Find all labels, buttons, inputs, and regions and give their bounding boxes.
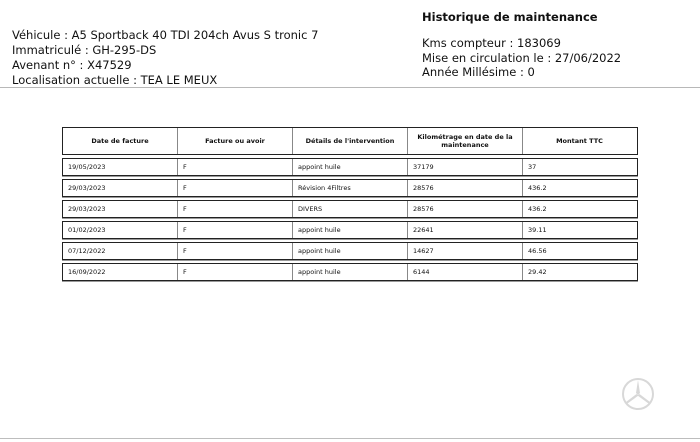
header-divider [0, 87, 700, 88]
cell-amount: 37 [528, 163, 537, 171]
vehicle-amendment: Avenant n° : X47529 [12, 58, 132, 72]
cell-date: 07/12/2022 [63, 243, 178, 259]
cell-details: appoint huile [293, 159, 408, 175]
cell-date: 29/03/2023 [63, 201, 178, 217]
cell-mileage: 6144 [408, 264, 523, 280]
cell-type: F [178, 222, 293, 238]
cell-mileage: 28576 [408, 201, 523, 217]
table-row [62, 263, 638, 281]
cell-type: F [178, 180, 293, 196]
cell-type: F [178, 201, 293, 217]
cell-details: Révision 4Filtres [293, 180, 408, 196]
vehicle-info [12, 28, 318, 88]
cell-date: 01/02/2023 [63, 222, 178, 238]
cell-type: F [178, 243, 293, 259]
table-row [62, 158, 638, 176]
cell-amount: 436.2 [528, 184, 547, 192]
model-year: Année Millésime : 0 [422, 65, 535, 79]
cell-mileage: 37179 [408, 159, 523, 175]
maintenance-table [62, 127, 638, 281]
cell-amount: 46.56 [528, 247, 547, 255]
three-pointed-star-logo-icon [620, 376, 656, 412]
table-row [62, 200, 638, 218]
table-row [62, 221, 638, 239]
footer-divider [0, 438, 700, 439]
header-invoice-type: Facture ou avoir [178, 128, 293, 154]
cell-details: appoint huile [293, 243, 408, 259]
first-registration: Mise en circulation le : 27/06/2022 [422, 50, 622, 65]
vehicle-location: Localisation actuelle : TEA LE MEUX [12, 73, 218, 87]
maintenance-title: Historique de maintenance [422, 10, 598, 24]
cell-type: F [178, 159, 293, 175]
table-row [62, 179, 638, 197]
header-amount: Montant TTC [556, 137, 603, 145]
table-header [62, 127, 638, 155]
vehicle-model: Véhicule : A5 Sportback 40 TDI 204ch Avus S tronic 7 [12, 28, 319, 42]
cell-mileage: 14627 [408, 243, 523, 259]
cell-mileage: 22641 [408, 222, 523, 238]
cell-details: DIVERS [293, 201, 408, 217]
cell-amount: 436.2 [528, 205, 547, 213]
cell-amount: 39.11 [528, 226, 547, 234]
cell-details: appoint huile [293, 222, 408, 238]
vehicle-registration: Immatriculé : GH-295-DS [12, 43, 157, 57]
odometer: Kms compteur : 183069 [422, 36, 561, 50]
table-row [62, 242, 638, 260]
header-intervention-details: Détails de l'intervention [293, 128, 408, 154]
cell-mileage: 28576 [408, 180, 523, 196]
cell-date: 16/09/2022 [63, 264, 178, 280]
header-invoice-date: Date de facture [63, 128, 178, 154]
cell-date: 29/03/2023 [63, 180, 178, 196]
cell-details: appoint huile [293, 264, 408, 280]
cell-amount: 29.42 [528, 268, 547, 276]
maintenance-info [422, 36, 621, 80]
cell-type: F [178, 264, 293, 280]
header-mileage: Kilométrage en date de la maintenance [408, 128, 523, 154]
cell-date: 19/05/2023 [63, 159, 178, 175]
